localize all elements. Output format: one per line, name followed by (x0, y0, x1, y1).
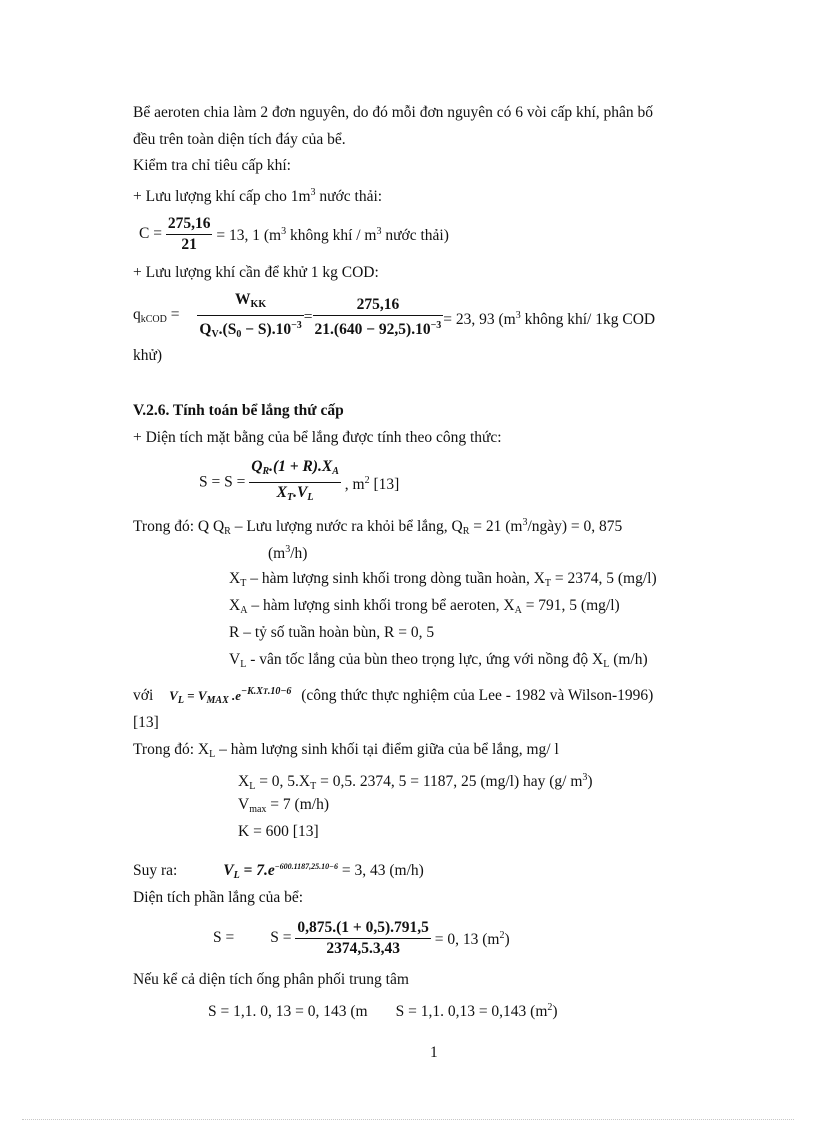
formula-vl: với $V_L = V_{MAX}$ $.e^{-K.XT.10-6}$ (công thức thực nghiệm của Lee - 1982 và Wilson-1996) (133, 686, 654, 706)
paragraph-line: $(m^3/h)$ (268, 544, 308, 562)
formula-s-total: S = 1,1. 0, 13 = 0, 143 (m S = 1,1. 0,13 = 0,143 $(m^2)$ (208, 1002, 558, 1020)
paragraph-line: Trong đó: $X_L$ – hàm lượng sinh khối tại điểm giữa của bể lắng, mg/ l (133, 741, 559, 760)
paragraph-line: K = 600 [13] (238, 823, 319, 840)
paragraph-line: Kiểm tra chỉ tiêu cấp khí: (133, 157, 291, 174)
paragraph-line: + Lưu lượng khí cần để khử 1 kg COD: (133, 264, 379, 281)
fraction: $\frac{275,16}{21}$ (167, 214, 211, 253)
paragraph-line: Diện tích phần lắng của bể: (133, 889, 304, 906)
paragraph-line: R – tỷ số tuần hoàn bùn, R = 0, 5 (229, 624, 435, 641)
paragraph-line: + Lưu lượng khí cấp cho $1m^3$ nước thải: (133, 187, 383, 205)
paragraph-line: + Diện tích mặt bằng của bể lắng được tính theo công thức: (133, 429, 502, 446)
paragraph-line: đều trên toàn diện tích đáy của bể. (133, 131, 346, 148)
paragraph-line: khử) (133, 347, 163, 364)
fraction: $\frac{275,16}{21.(640 - 92,5).10^{-3}}$ (314, 296, 442, 338)
page-number: 1 (430, 1044, 438, 1061)
formula-suy-ra: Suy ra: $V_L = 7.e^{-600.1187,25.10-6} = 3$, 43 (m/h) (133, 862, 424, 881)
paragraph-line: $V_L$ - vân tốc lắng của bùn theo trọng lực, ứng với nồng độ $X_L$ (m/h) (229, 651, 648, 670)
formula-s-area: S = S = $\frac{Q_R.(1 + R).X_A}{X_T.V_L}$ , $m^2$ [13] (199, 458, 399, 507)
section-heading: V.2.6. Tính toán bể lắng thứ cấp (133, 402, 344, 419)
paragraph-line: $X_T$ – hàm lượng sinh khối trong dòng tuần hoàn, $X_T = 2374$, 5 (mg/l) (229, 570, 657, 589)
paragraph-line: $V_{max} = 7$ (m/h) (238, 796, 329, 815)
paragraph-line: [13] (133, 714, 159, 731)
formula-c: C = $\frac{275,16}{21}$ = 13, 1 ($m^3$ không khí / $m^3$ nước thải) (139, 214, 449, 253)
paragraph-line: $X_L = 0$, $5.X_T = 0,5$. 2374, 5 = 1187, 25 (mg/l) hay (g/ $m^3$) (238, 772, 593, 792)
fraction: $\frac{0,875.(1 + 0,5).791,5}{2374,5.3,43}$ (297, 918, 429, 957)
paragraph-line: $X_A$ – hàm lượng sinh khối trong bể aeroten, $X_A = 791$, 5 (mg/l) (229, 597, 620, 616)
paragraph-line: Trong đó: Q $Q_R$ – Lưu lượng nước ra khỏi bể lắng, $Q_R = 21$ $(m^3/ngày) = 0$, 875 (133, 517, 623, 537)
fraction: $\frac{W_{KK}}{Q_V.(S_0 - S).10^{-3}}$ (199, 291, 302, 340)
formula-s-settling: S = S = $\frac{0,875.(1 + 0,5).791,5}{2374,5.3,43}$ = 0, 13 $(m^2)$ (213, 918, 510, 957)
paragraph-line: Nếu kể cả diện tích ống phân phối trung tâm (133, 971, 409, 988)
fraction: $\frac{Q_R.(1 + R).X_A}{X_T.V_L}$ (251, 458, 339, 503)
page-bottom-border (22, 1119, 794, 1120)
formula-qkcod: $q_{kCOD}$ = $\frac{W_{KK}}{Q_V.(S_0 - S).10^{-3}}$ = $\frac{275,16}{21.(640 - 92,5).10^{-3}}$ = 23, 93 ($m^3$ không khí/ 1kg COD (133, 291, 655, 344)
paragraph-line: Bể aeroten chia làm 2 đơn nguyên, do đó mỗi đơn nguyên có 6 vòi cấp khí, phân bố (133, 104, 654, 121)
